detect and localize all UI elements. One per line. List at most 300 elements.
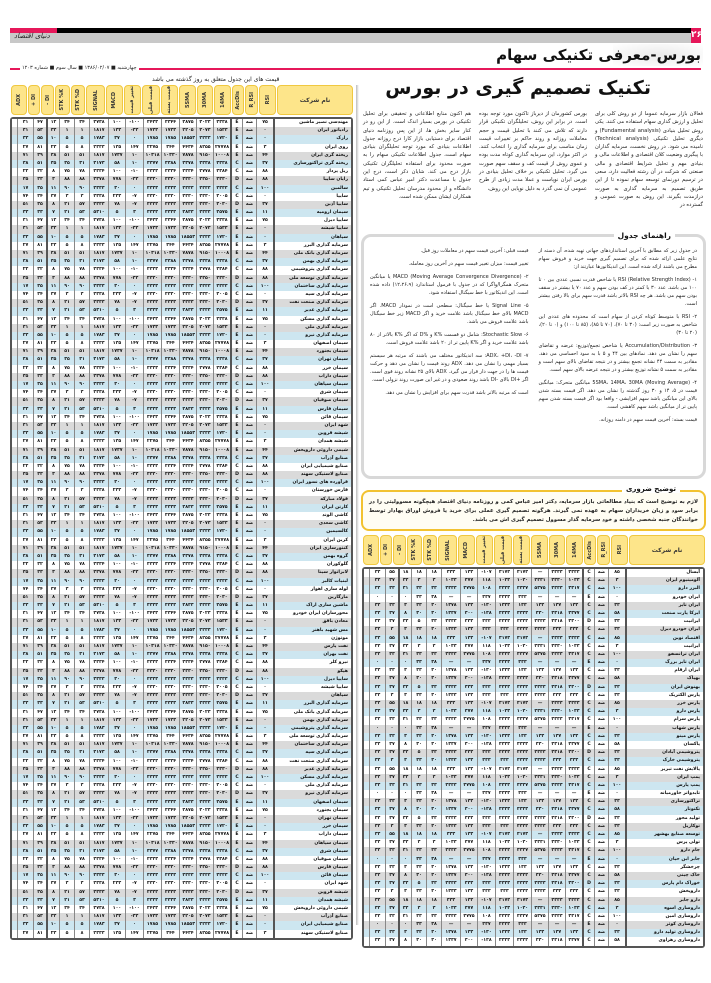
value-cell: — <box>441 921 460 929</box>
company-name-cell: سیمان فارس <box>273 406 351 414</box>
value-cell: ۱۰ <box>46 921 59 929</box>
value-cell: ۳۳۳۰ <box>161 864 179 872</box>
value-cell: ۳۳۳۳ <box>513 692 531 700</box>
value-cell: ۳ <box>398 864 411 872</box>
value-cell: ۱۰۸ <box>477 913 495 921</box>
value-cell: ۳۸ <box>46 152 59 160</box>
value-cell: ۵۸ <box>108 356 125 364</box>
value-cell: ۲۳ <box>46 144 59 152</box>
value-cell: E <box>230 127 242 135</box>
value-cell: ۳۱ <box>17 324 33 332</box>
value-cell: ۱۸۱۷ <box>89 422 108 430</box>
value-cell: ۳۷ <box>385 905 398 913</box>
value-cell: ۷ <box>46 897 59 905</box>
value-cell: ۳۵ <box>33 790 46 798</box>
company-name-cell: کاشی الوند <box>273 512 351 520</box>
value-cell: ۳۳۳۴ <box>161 659 179 667</box>
value-cell: ۵۳ <box>33 324 46 332</box>
value-cell: -۳۳ <box>125 471 143 479</box>
value-cell: ۳۸۷۵ <box>179 316 196 324</box>
value-cell: ۱۰۰ <box>608 913 625 921</box>
value-cell: ۳۳ <box>46 127 59 135</box>
value-cell: ضه <box>594 921 608 929</box>
value-cell: ۲۳ <box>46 930 59 938</box>
value-cell: -۳۳ <box>125 324 143 332</box>
value-cell: ۵۳ <box>74 700 89 708</box>
value-cell: ۳۳۸۴ <box>213 659 230 667</box>
value-cell: ۳۳۵۰ <box>196 275 213 283</box>
value-cell: ۳۳۳۳ <box>161 692 179 700</box>
company-name-cell: کربن ایران <box>273 537 351 545</box>
column-header <box>41 85 54 115</box>
value-cell: ۳۷ <box>256 356 273 364</box>
value-cell: ۱۰ <box>46 528 59 536</box>
value-cell: ۳۳۳۳ <box>495 725 513 733</box>
value-cell: ۳ <box>74 389 89 397</box>
value-cell: — <box>565 725 582 733</box>
value-cell: ۳ <box>411 774 426 782</box>
value-cell: C <box>582 708 594 716</box>
value-cell: ۱۰۰۰۸ <box>213 545 230 553</box>
value-cell: ۳۳ <box>369 847 385 855</box>
value-cell: ۳۳۳۳ <box>495 913 513 921</box>
value-cell: -۱۳۰ <box>477 667 495 675</box>
value-cell: ۳۳۷ <box>477 921 495 929</box>
value-cell: ۳۳ <box>608 888 625 896</box>
company-name-cell: رادیاتور ایران <box>273 127 351 135</box>
table-row <box>12 397 351 405</box>
value-cell: ۲۲۷۵ <box>143 242 161 250</box>
value-cell: ۸ <box>46 463 59 471</box>
value-cell: ۲۰۷۳ <box>196 225 213 233</box>
column-header <box>161 85 179 115</box>
value-cell: ضه <box>242 889 256 897</box>
value-cell: ۵ <box>59 725 74 733</box>
table-row <box>12 889 351 897</box>
value-cell: ۳۳۳۸ <box>213 455 230 463</box>
company-name-cell: کنتورسازی ایران <box>273 545 351 553</box>
value-cell: ۳۳ <box>369 872 385 880</box>
value-cell: ۳۳۳۳ <box>513 684 531 692</box>
value-cell: ۳۳۳۰ <box>143 569 161 577</box>
value-cell: ۳۳ <box>369 888 385 896</box>
value-cell: ۳۷ <box>385 774 398 782</box>
value-cell: ۰ <box>385 594 398 602</box>
value-cell: ۲۷۷۸ <box>196 856 213 864</box>
company-name-cell: چرخشگر <box>625 864 703 872</box>
table-row <box>12 504 351 512</box>
value-cell: ۱۲ <box>46 316 59 324</box>
value-cell: C <box>582 733 594 741</box>
value-cell: ۳۳۳۳ <box>143 266 161 274</box>
value-cell: ضه <box>242 815 256 823</box>
value-cell: ۹۰ <box>59 578 74 586</box>
value-cell: ۵۱ <box>74 741 89 749</box>
value-cell: E <box>230 340 242 348</box>
value-cell: ضه <box>242 643 256 651</box>
value-cell: ۳۳۳۸ <box>89 389 108 397</box>
value-cell: ۳۷ <box>385 675 398 683</box>
value-cell: ۵۵ <box>385 700 398 708</box>
value-cell: ۳۰۰ <box>460 872 477 880</box>
value-cell: ۳۰ <box>411 872 426 880</box>
value-cell: ۹۰ <box>59 774 74 782</box>
value-cell: ۳۳ <box>17 725 33 733</box>
value-cell: ۱۷۸۳ <box>89 823 108 831</box>
value-cell: ۵ <box>59 438 74 446</box>
value-cell: ۰ <box>256 921 273 929</box>
value-cell: ۳۳۳۳ <box>196 381 213 389</box>
value-cell: ۱۳۳ <box>108 324 125 332</box>
value-cell: -۱۳۰ <box>477 929 495 937</box>
value-cell: ۳۱۷۳ <box>89 356 108 364</box>
value-cell: ۱۱۸ <box>477 643 495 651</box>
value-cell: ۳۳۳۳ <box>143 201 161 209</box>
value-cell: C <box>582 798 594 806</box>
company-name-cell: گلوکوزان <box>273 561 351 569</box>
issue-info: چهارشنبه ■ ۱۳۸۶/۰۲/۰۷ ■ سال سوم ■ شماره ۱۲۰۳ <box>10 65 139 71</box>
company-name-cell: داروسازی کوثر <box>625 921 703 929</box>
value-cell: ۳۵ <box>33 774 46 782</box>
company-name-cell: گروه بهمن <box>273 553 351 561</box>
value-cell: ۳۸ <box>17 258 33 266</box>
value-cell: -۳۳ <box>125 225 143 233</box>
value-cell: — <box>531 856 548 864</box>
value-cell: C <box>582 929 594 937</box>
value-cell: ۱۳۷ <box>548 602 565 610</box>
value-cell: E <box>230 643 242 651</box>
value-cell: ۳۳ <box>33 209 46 217</box>
value-cell: ۱۰ <box>125 152 143 160</box>
value-cell: ۳۴۴ <box>161 242 179 250</box>
value-cell: ۳۳۳۳ <box>161 209 179 217</box>
table-row <box>364 716 703 724</box>
value-cell: ۱۷ <box>17 479 33 487</box>
value-cell: ضه <box>594 798 608 806</box>
company-name-cell: سرمایه گذاری بهمن <box>273 717 351 725</box>
value-cell: ۱۴۷ <box>125 438 143 446</box>
value-cell: ۳۳۳۳ <box>89 692 108 700</box>
value-cell: ۳۳ <box>46 520 59 528</box>
value-cell: ۳۳۳۴ <box>161 758 179 766</box>
value-cell: E <box>230 700 242 708</box>
value-cell: ۳۳۳۳ <box>495 618 513 626</box>
value-cell: ۳۷ <box>108 332 125 340</box>
value-cell: ۳۳ <box>46 815 59 823</box>
value-cell: ۱۰۳۰ <box>513 905 531 913</box>
value-cell: ۱۰۰۰۸ <box>213 348 230 356</box>
value-cell: ۵ <box>59 340 74 348</box>
value-cell: ۱۳۳ <box>565 864 582 872</box>
value-cell: ۸ <box>398 610 411 618</box>
value-cell: ۳۱۷۳ <box>513 766 531 774</box>
value-cell: ۲۱ <box>59 790 74 798</box>
value-cell: ۳۳۷ <box>477 725 495 733</box>
value-cell: ۱۱ <box>46 578 59 586</box>
value-cell: ۲۳۳ <box>108 193 125 201</box>
value-cell: ۳۰۳۰ <box>213 692 230 700</box>
table-row <box>364 913 703 921</box>
value-cell: ۷۸۷۸ <box>179 741 196 749</box>
value-cell: ۳۰۰ <box>460 937 477 945</box>
value-cell: ۳۳۳۳ <box>143 561 161 569</box>
value-cell: — <box>460 856 477 864</box>
value-cell: ۱۰۳۳۰ <box>161 741 179 749</box>
value-cell: ۳۴ <box>59 217 74 225</box>
value-cell: ۱ <box>74 618 89 626</box>
value-cell: ۷۷۸ <box>108 766 125 774</box>
value-cell: ۳۳۳۳ <box>161 578 179 586</box>
value-cell: ۳۳ <box>426 651 441 659</box>
company-name-cell: صنایع آذرآب <box>273 455 351 463</box>
value-cell: ۳۳ <box>17 135 33 143</box>
table-row <box>12 668 351 676</box>
table-row <box>12 561 351 569</box>
value-cell: ۳۱ <box>17 610 33 618</box>
value-cell: ۱۳۵ <box>108 733 125 741</box>
value-cell: ۹۱۵۰ <box>196 250 213 258</box>
value-cell: ۳۳۳۳ <box>531 888 548 896</box>
value-cell: ۱۳۳ <box>108 422 125 430</box>
value-cell: ۳ <box>398 757 411 765</box>
value-cell: ۳۷ <box>385 684 398 692</box>
value-cell: D <box>582 684 594 692</box>
value-cell: ۰ <box>385 790 398 798</box>
value-cell: ۳۳۳۳ <box>196 406 213 414</box>
value-cell: ضه <box>242 520 256 528</box>
value-cell: ۱۷۸۵ <box>143 430 161 438</box>
company-name-cell: سیمان شرق <box>273 848 351 856</box>
value-cell: ۳۳۰ <box>531 741 548 749</box>
table-row <box>12 209 351 217</box>
value-cell: ۳۸ <box>426 856 441 864</box>
value-cell: ۱۷۸۳ <box>89 135 108 143</box>
value-cell: ۱۱ <box>46 872 59 880</box>
value-cell: ۱ <box>74 815 89 823</box>
table-header-row <box>362 535 705 565</box>
table-row <box>364 618 703 626</box>
company-name-cell: ایران خودرو دیزل <box>625 626 703 634</box>
value-cell: ضه <box>594 839 608 847</box>
value-cell: ۹۱۵۰ <box>196 741 213 749</box>
value-cell: ۲۲۳۳ <box>196 725 213 733</box>
column-header-label: 5SMA <box>184 92 191 108</box>
value-cell: ۱۰ <box>125 356 143 364</box>
value-cell: ۲۳ <box>46 438 59 446</box>
value-cell: ۰ <box>256 725 273 733</box>
column-header <box>142 85 160 115</box>
value-cell: ۳۳۳۳ <box>161 185 179 193</box>
value-cell: ۱۰۳۳ <box>441 905 460 913</box>
value-cell: ۳۰ <box>426 798 441 806</box>
company-name-cell: پارس سرام <box>625 716 703 724</box>
value-cell: ۳۳۳۳ <box>531 684 548 692</box>
table-row <box>12 897 351 905</box>
value-cell: ۱۱۸ <box>477 708 495 716</box>
value-cell: ۵۳ <box>74 406 89 414</box>
value-cell: ۱۷۳۳ <box>143 913 161 921</box>
value-cell: ۱۱۸ <box>477 774 495 782</box>
value-cell: ۳۳۷۷ <box>565 872 582 880</box>
value-cell: ۳۰۲۳ <box>196 217 213 225</box>
value-cell: ۳۳ <box>17 700 33 708</box>
value-cell: ۱۰۳۰ <box>513 774 531 782</box>
value-cell: ۳۳۳۳ <box>161 307 179 315</box>
value-cell: ۱۳۳ <box>460 757 477 765</box>
value-cell: ۹۰ <box>59 185 74 193</box>
value-cell: ۳۰ <box>426 692 441 700</box>
value-cell: ۲۳۳ <box>108 684 125 692</box>
value-cell: ۱۸ <box>398 635 411 643</box>
value-cell: ۵۷ <box>74 889 89 897</box>
value-cell: ۲۲۷۵ <box>143 438 161 446</box>
value-cell: ۳۸ <box>426 921 441 929</box>
value-cell: ضه <box>242 193 256 201</box>
value-cell: -۷ <box>125 586 143 594</box>
value-cell: ضه <box>594 700 608 708</box>
value-cell: ۳۳ <box>411 856 426 864</box>
value-cell: ۳۳۳۰ <box>196 201 213 209</box>
value-cell: ۱۳۳ <box>460 888 477 896</box>
value-cell: ۲۳۳۳ <box>89 733 108 741</box>
value-cell: ۰ <box>398 921 411 929</box>
value-cell: ۱۰۳۱۸ <box>143 447 161 455</box>
value-cell: -۷ <box>125 487 143 495</box>
value-cell: ۳۳۳۳ <box>441 651 460 659</box>
value-cell: ۲۱ <box>59 397 74 405</box>
value-cell: ۳۳ <box>398 708 411 716</box>
value-cell: ۳۳۳ <box>460 618 477 626</box>
table-row <box>12 225 351 233</box>
value-cell: ۳ <box>426 643 441 651</box>
value-cell: ۱۳۳ <box>513 667 531 675</box>
value-cell: ۵ <box>59 627 74 635</box>
company-name-cell: سیمان شرق <box>273 389 351 397</box>
value-cell: ۰ <box>369 790 385 798</box>
value-cell: ۵۳ <box>74 209 89 217</box>
value-cell: ضه <box>242 602 256 610</box>
table-row <box>12 258 351 266</box>
value-cell: ۱۳۳ <box>531 602 548 610</box>
value-cell: ۳۳ <box>369 692 385 700</box>
value-cell: ۳۳۳۴ <box>89 168 108 176</box>
value-cell: ضه <box>594 585 608 593</box>
value-cell: ضه <box>242 725 256 733</box>
value-cell: ضه <box>242 913 256 921</box>
company-name-cell: شیمی داروئی داروپخش <box>273 447 351 455</box>
value-cell: ۳۳۳۳ <box>179 185 196 193</box>
value-cell: ضه <box>594 594 608 602</box>
table-row <box>12 749 351 757</box>
value-cell: C <box>230 659 242 667</box>
value-cell: ۱۳۳ <box>460 667 477 675</box>
company-name-cell: جابر ابن حیان <box>625 856 703 864</box>
value-cell: ۳۴۴ <box>161 733 179 741</box>
value-cell: C <box>582 651 594 659</box>
table-row <box>12 627 351 635</box>
value-cell: ۳۰ <box>108 578 125 586</box>
value-cell: ۷۵ <box>59 561 74 569</box>
company-name-cell: سرمایه گذاری مسکن <box>273 774 351 782</box>
value-cell: -۱۰۰ <box>125 217 143 225</box>
value-cell: D <box>230 569 242 577</box>
value-cell: ۳۳۳ <box>495 626 513 634</box>
value-cell: ضه <box>242 299 256 307</box>
value-cell: ۷۸ <box>74 365 89 373</box>
value-cell: ۸ <box>46 496 59 504</box>
value-cell: ۷۵ <box>256 316 273 324</box>
value-cell: ۱۸۵۵۳ <box>179 135 196 143</box>
company-name-cell: نفت پارس <box>273 643 351 651</box>
column-header <box>197 85 214 115</box>
value-cell: ۸ <box>46 365 59 373</box>
guide-paragraph: است که مرتبه بالاتر باشد قدرت سهم برای افزایش را نشان می دهد. <box>385 390 529 396</box>
value-cell: ۳۳۳۳ <box>495 684 513 692</box>
value-cell: ۳۳۳۳ <box>495 806 513 814</box>
value-cell: ۵۳۱۰ <box>89 602 108 610</box>
value-cell: ۳۴۳۳ <box>143 512 161 520</box>
value-cell: ۳۱ <box>17 913 33 921</box>
value-cell: ۱۷۳۳ <box>143 815 161 823</box>
value-cell: ۱۸۱۷ <box>89 913 108 921</box>
value-cell: ۳۳۳۳ <box>531 823 548 831</box>
value-cell: E <box>230 913 242 921</box>
value-cell: C <box>582 774 594 782</box>
value-cell: ۳۳۳۳ <box>441 913 460 921</box>
value-cell: ۳۵ <box>33 397 46 405</box>
value-cell: ضه <box>242 504 256 512</box>
value-cell: ۳۳۳۰ <box>548 708 565 716</box>
value-cell: ۱۳۳ <box>531 929 548 937</box>
value-cell: ۱۰۰ <box>256 676 273 684</box>
value-cell: ۵۸ <box>108 553 125 561</box>
value-cell: ضه <box>242 545 256 553</box>
value-cell: ۳۳۳۰ <box>196 889 213 897</box>
value-cell: ۵ <box>411 684 426 692</box>
value-cell: ۳۰۲۳ <box>196 905 213 913</box>
value-cell: ۳۳۰ <box>531 610 548 618</box>
value-cell: ضه <box>594 905 608 913</box>
value-cell: ۳۳۳۰ <box>213 471 230 479</box>
value-cell: ۵ <box>411 815 426 823</box>
value-cell: ۳۳۳۰ <box>213 275 230 283</box>
value-cell: ۳۳۳۳ <box>143 299 161 307</box>
value-cell: ۳۲ <box>33 365 46 373</box>
value-cell: E <box>230 545 242 553</box>
value-cell: ۳۴ <box>74 610 89 618</box>
value-cell: -۱۰ <box>125 561 143 569</box>
value-cell: ۰ <box>385 659 398 667</box>
value-cell: ۲۱ <box>59 602 74 610</box>
value-cell: ۳ <box>59 586 74 594</box>
value-cell: ۳۰۳۰ <box>213 299 230 307</box>
value-cell: ۸۸ <box>74 176 89 184</box>
value-cell: ۷۸۷۸ <box>179 152 196 160</box>
value-cell: ۳۳۳۳ <box>179 299 196 307</box>
table-row <box>364 847 703 855</box>
value-cell: E <box>582 659 594 667</box>
value-cell: ۳۳ <box>426 782 441 790</box>
value-cell: ۳۳۳۰ <box>179 373 196 381</box>
value-cell: ۰ <box>256 627 273 635</box>
value-cell: ۲۳ <box>46 831 59 839</box>
value-cell: ضه <box>242 782 256 790</box>
value-cell: ۳۱ <box>17 217 33 225</box>
value-cell: ۳۴۴ <box>161 930 179 938</box>
value-cell: ضه <box>242 930 256 938</box>
value-cell: ۳۳۳۸ <box>213 414 230 422</box>
value-cell: ۵۱ <box>17 201 33 209</box>
